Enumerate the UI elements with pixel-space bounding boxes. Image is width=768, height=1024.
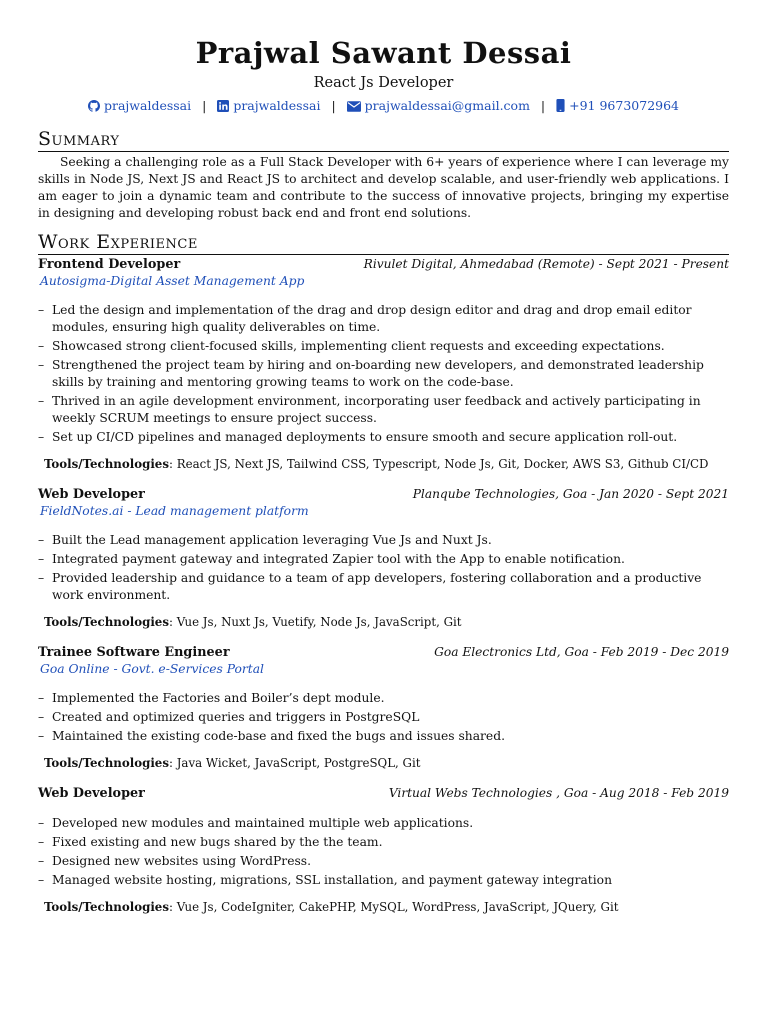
job-bullet: – Showcased strong client-focused skills, implementing client requests and exceeding expectations. (38, 338, 729, 355)
job-project[interactable]: Goa Online - Govt. e-Services Portal (40, 662, 264, 676)
github-link[interactable] (88, 98, 195, 113)
resume-page (38, 30, 729, 915)
tools-list: Java Wicket, JavaScript, PostgreSQL, Git (176, 756, 421, 770)
job-bullet: – Set up CI/CD pipelines and managed deployments to ensure smooth and secure application roll-out. (38, 429, 729, 446)
job-meta: Planqube Technologies, Goa - Jan 2020 - Sept 2021 (412, 487, 729, 501)
phone-number: +91 9673072964 (569, 98, 680, 113)
job-title: Frontend Developer (38, 257, 181, 272)
job-entry (38, 256, 729, 472)
job-bullet: – Maintained the existing code-base and fixed the bugs and issues shared. (38, 728, 729, 745)
job-bullet: – Developed new modules and maintained multiple web applications. (38, 815, 729, 832)
candidate-name: Prajwal Sawant Dessai (195, 36, 572, 70)
tools-list: React JS, Next JS, Tailwind CSS, Typescript, Node Js, Git, Docker, AWS S3, Github CI/CD (176, 457, 709, 471)
job-title: Trainee Software Engineer (38, 645, 230, 660)
job-bullets (38, 815, 729, 889)
tools-list: Vue Js, CodeIgniter, CakePHP, MySQL, WordPress, JavaScript, JQuery, Git (176, 900, 619, 914)
linkedin-link[interactable] (217, 98, 324, 113)
job-bullets (38, 532, 729, 604)
job-header (38, 486, 729, 503)
job-project[interactable]: Autosigma-Digital Asset Management App (40, 274, 305, 288)
job-title: Web Developer (38, 786, 145, 801)
tools-label: Tools/Technologies (44, 615, 169, 629)
job-bullets (38, 302, 729, 446)
job-bullet: – Provided leadership and guidance to a team of app developers, fostering collaboration and a productive work environment. (38, 570, 729, 604)
job-bullets (38, 690, 729, 745)
github-icon (88, 100, 100, 116)
experience-heading: Work Experience (38, 231, 729, 255)
job-bullet: – Led the design and implementation of the drag and drop design editor and drag and drop email editor modules, ensuring high quality deliverables on time. (38, 302, 729, 336)
job-bullet: – Created and optimized queries and triggers in PostgreSQL (38, 709, 729, 726)
job-meta: Goa Electronics Ltd, Goa - Feb 2019 - Dec 2019 (434, 645, 729, 659)
contact-bar (38, 98, 729, 116)
tools-label: Tools/Technologies (44, 900, 169, 914)
job-project[interactable]: FieldNotes.ai - Lead management platform (40, 504, 309, 518)
phone-link[interactable] (556, 98, 679, 113)
email-icon (347, 100, 361, 116)
job-header (38, 785, 729, 802)
tools-list: Vue Js, Nuxt Js, Vuetify, Node Js, JavaScript, Git (176, 615, 462, 629)
tools-label: Tools/Technologies (44, 457, 169, 471)
job-entry (38, 486, 729, 630)
job-header (38, 256, 729, 273)
job-bullet: – Strengthened the project team by hiring and on-boarding new developers, and demonstrated leadership skills by training and mentoring growing teams to work on the code-base. (38, 357, 729, 391)
job-entry (38, 644, 729, 771)
job-tools: Tools/Technologies: Vue Js, CodeIgniter, CakePHP, MySQL, WordPress, JavaScript, JQuery, Git (44, 900, 619, 914)
phone-icon (556, 99, 565, 116)
job-bullet: – Implemented the Factories and Boiler’s dept module. (38, 690, 729, 707)
summary-heading: Summary (38, 128, 729, 152)
contact-separator: | (331, 98, 336, 113)
job-entry (38, 785, 729, 915)
job-tools: Tools/Technologies: Vue Js, Nuxt Js, Vuetify, Node Js, JavaScript, Git (44, 615, 462, 629)
job-bullet: – Managed website hosting, migrations, SSL installation, and payment gateway integration (38, 872, 729, 889)
job-meta: Virtual Webs Technologies , Goa - Aug 2018 - Feb 2019 (388, 786, 729, 800)
linkedin-icon (217, 100, 229, 116)
job-title: Web Developer (38, 487, 145, 502)
job-tools: Tools/Technologies: Java Wicket, JavaScript, PostgreSQL, Git (44, 756, 421, 770)
contact-separator: | (540, 98, 546, 113)
email-address: prajwaldessai@gmail.com (364, 98, 530, 113)
job-bullet: – Fixed existing and new bugs shared by the the team. (38, 834, 729, 851)
job-bullet: – Thrived in an agile development environment, incorporating user feedback and actively participating in weekly SCRUM meetings to ensure project success. (38, 393, 729, 427)
candidate-role: React Js Developer (313, 75, 454, 91)
job-bullet: – Designed new websites using WordPress. (38, 853, 729, 870)
linkedin-handle: prajwaldessai (233, 98, 321, 113)
summary-text: Seeking a challenging role as a Full Stack Developer with 6+ years of experience where I can leverage my skills in Node JS, Next JS and React JS to architect and develop scalable, and user-friendly web applications. I am eager to join a dynamic team and contribute to the success of innovative projects, bringing my expertise in designing and developing robust back end and front end solutions. (38, 155, 729, 220)
email-link[interactable] (347, 98, 534, 113)
contact-separator: | (202, 98, 207, 113)
job-header (38, 644, 729, 661)
job-bullet: – Integrated payment gateway and integrated Zapier tool with the App to enable notification. (38, 551, 729, 568)
github-handle: prajwaldessai (103, 98, 192, 113)
tools-label: Tools/Technologies (44, 756, 169, 770)
job-bullet: – Built the Lead management application leveraging Vue Js and Nuxt Js. (38, 532, 729, 549)
job-tools: Tools/Technologies: React JS, Next JS, Tailwind CSS, Typescript, Node Js, Git, Docker, AWS S3, Github CI/CD (44, 457, 709, 471)
job-meta: Rivulet Digital, Ahmedabad (Remote) - Sept 2021 - Present (363, 257, 729, 271)
